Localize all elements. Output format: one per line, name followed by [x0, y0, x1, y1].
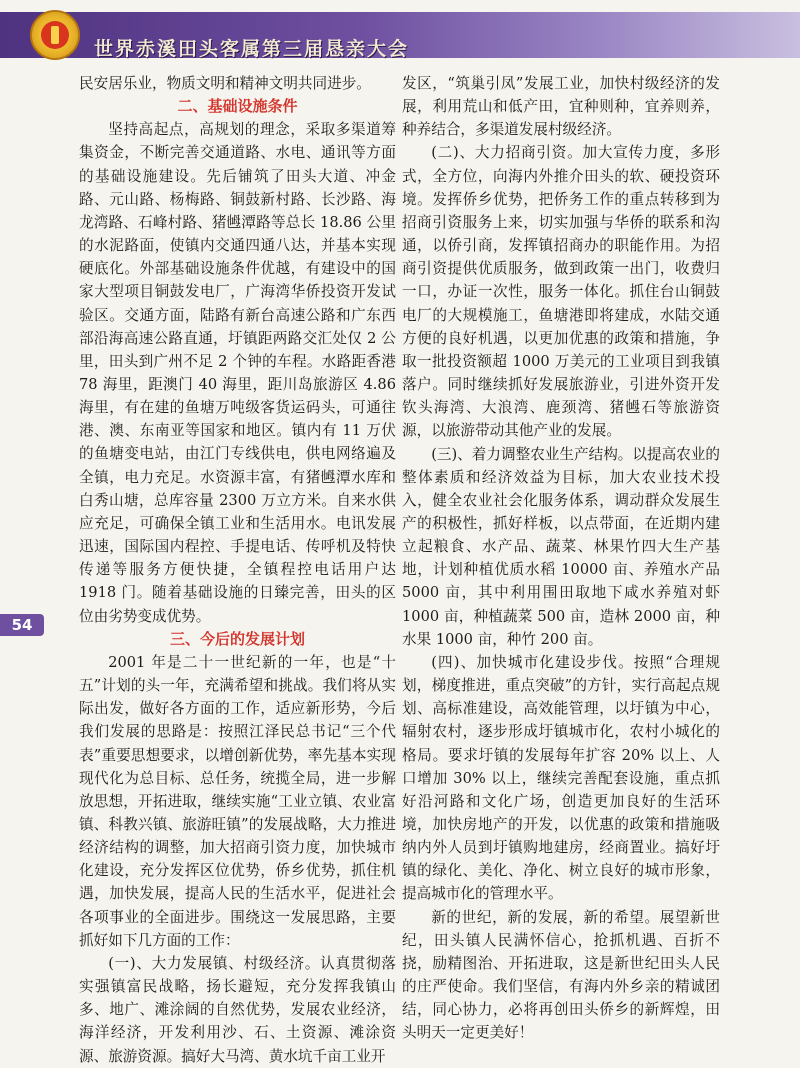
emblem-center [41, 21, 69, 49]
paragraph: 坚持高起点，高规划的理念，采取多渠道筹集资金，不断完善交通道路、水电、通讯等方面的基础设施建设。先后铺筑了田头大道、冲金路、元山路、杨梅路、铜鼓新村路、长沙路、海龙湾路、石峰村路、猪乸潭路等总长 18.86 公里的水泥路面，使镇内交通四通八达，并基本实现硬底化。外部基础设施条件优越，有建设中的国家大型项目铜鼓发电厂，广海湾华侨投资开发试验区。交通方面，陆路有新台高速公路和广东西部沿海高速公路直通，圩镇距两路交汇处仅 2 公里，田头到广州不足 2 个钟的车程。水路距香港 78 海里，距澳门 40 海里，距川岛旅游区 4.86 海里，有在建的鱼塘万吨级客货运码头，可通往港、澳、东南亚等国家和地区。镇内有 11 万伏的鱼塘变电站，由江门专线供电，供电网络遍及全镇，电力充足。水资源丰富，有猪乸潭水库和白秀山塘，总库容量 2300 万立方米。自来水供应充足，可确保全镇工业和生活用水。电讯发展迅速，国际国内程控、手提电话、传呼机及特快传递等服务方便快捷，全镇程控电话用户达 1918 门。随着基础设施的日臻完善，田头的区位由劣势变成优势。 [79, 121, 396, 625]
paragraph: 2001 年是二十一世纪新的一年，也是“十五”计划的头一年，充满希望和挑战。我们将从实际出发，做好各方面的工作，适应新形势，今后我们发展的思路是：按照江泽民总书记“三个代表”重要思想要求，以增创新优势，率先基本实现现代化为总目标、总任务，统揽全局，进一步解放思想，开拓进取，继续实施“工业立镇、农业富镇、科教兴镇、旅游旺镇”的发展战略，大力推进经济结构的调整，加大招商引资力度，加快城市化建设，充分发挥区位优势，侨乡优势，抓住机遇，加快发展，提高人民的生活水平，促进社会各项事业的全面进步。围绕这一发展思路，主要抓好如下几方面的工作： [79, 653, 396, 949]
page-number: 54 [0, 614, 44, 636]
section-heading-infrastructure: 二、基础设施条件 [177, 97, 298, 116]
conference-emblem-icon [30, 10, 80, 60]
paragraph: 民安居乐业，物质文明和精神文明共同进步。 [79, 75, 371, 92]
paragraph: (四)、加快城市化建设步伐。按照“合理规划，梯度推进，重点突破”的方针，实行高起点规划、高标准建设，高效能管理，以圩镇为中心，辐射农村，逐步形成圩镇城市化，农村小城化的格局。要求圩镇的发展每年扩容 20% 以上、人口增加 30% 以上，继续完善配套设施，重点抓好沿河路和文化广场，创造更加良好的生活环境，加快房地产的开发，以优惠的政策和措施吸纳内外人员到圩镇购地建房，经商置业。搞好圩镇的绿化、美化、净化、树立良好的城市形象，提高城市化的管理水平。 [402, 653, 720, 903]
paragraph: 新的世纪，新的发展，新的希望。展望新世纪，田头镇人民满怀信心，抢抓机遇、百折不挠，励精图治、开拓进取，这是新世纪田头人民的庄严使命。我们坚信，有海内外乡亲的精诚团结，同心协力，必将再创田头侨乡的新辉煌，田头明天一定更美好！ [402, 908, 720, 1042]
paragraph: 发区，“筑巢引凤”发展工业，加快村级经济的发展，利用荒山和低产田，宜种则种，宜养则养，种养结合，多渠道发展村级经济。 [402, 75, 720, 139]
header-banner [0, 12, 800, 58]
right-column [402, 72, 720, 1045]
section-heading-future-plan: 三、今后的发展计划 [169, 629, 305, 648]
left-column [79, 72, 396, 1068]
paragraph: (一)、大力发展镇、村级经济。认真贯彻落实强镇富民战略，扬长避短，充分发挥我镇山多、地广、滩涂阔的自然优势，发展农业经济，海洋经济，开发利用沙、石、土资源、滩涂资源、旅游资源。搞好大马湾、黄水坑千亩工业开 [79, 954, 396, 1065]
paragraph: (三)、着力调整农业生产结构。以提高农业的整体素质和经济效益为目标，加大农业技术投入，健全农业社会化服务体系，调动群众发展生产的积极性，抓好样板，以点带面，在近期内建立起粮食、水产品、蔬菜、林果竹四大生产基地，计划种植优质水稻 10000 亩、养殖水产品 5000 亩，其中利用围田取地下咸水养殖对虾 1000 亩，种植蔬菜 500 亩，造林 2000 亩，种水果 1000 亩，种竹 200 亩。 [402, 445, 720, 648]
paragraph: (二)、大力招商引资。加大宣传力度，多形式，全方位，向海内外推介田头的软、硬投资环境。发挥侨乡优势，把侨务工作的重点转移到为招商引资服务上来，切实加强与华侨的联系和沟通，以侨引商，发挥镇招商办的职能作用。为招商引资提供优质服务，做到政策一出门，收费归一口，办证一次性，服务一体化。抓住台山铜鼓电厂的大规模施工，鱼塘港即将建成，水陆交通方便的良好机遇，以更加优惠的政策和措施，争取一批投资额超 1000 万美元的工业项目到我镇落户。同时继续抓好发展旅游业，引进外资开发钦头海湾、大浪湾、鹿颈湾、猪乸石等旅游资源，以旅游带动其他产业的发展。 [402, 144, 720, 440]
header-title: 世界赤溪田头客属第三届恳亲大会 [94, 38, 410, 60]
